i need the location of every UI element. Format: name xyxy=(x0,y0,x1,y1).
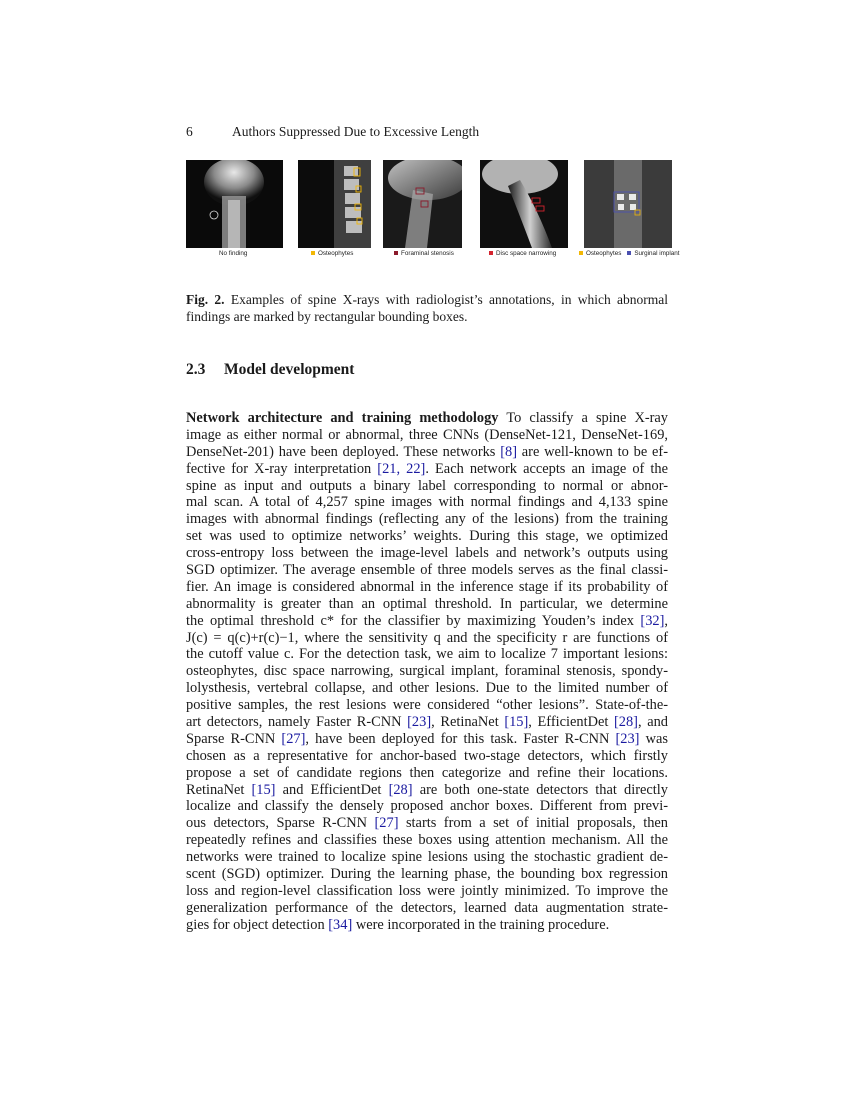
text-run: the cutoff value c. For the detection task, we aim to localize 7 important lesions: xyxy=(186,646,668,663)
text-line xyxy=(186,461,668,478)
text-line xyxy=(186,714,668,731)
text-run: DenseNet-201) have been deployed. These networks xyxy=(186,443,501,460)
text-line xyxy=(186,731,668,748)
text-run: positive samples, the rest lesions were considered “other lesions”. State-of-the- xyxy=(186,697,668,714)
legend-label: Foraminal stenosis xyxy=(401,250,454,257)
text-line xyxy=(186,866,668,883)
text-line xyxy=(186,917,668,934)
text-run: networks were trained to localize spine lesions using the stochastic gradient de- xyxy=(186,849,668,866)
section-number: 2.3 xyxy=(186,361,206,378)
text-run: set was used to optimize networks’ weights. During this stage, we optimized xyxy=(186,528,668,545)
text-run: Sparse R-CNN xyxy=(186,730,282,747)
xray-panel-implant xyxy=(584,160,672,248)
legend-swatch-disc-space-narrowing xyxy=(489,251,493,255)
text-run: was xyxy=(639,730,668,747)
legend-label: No finding xyxy=(219,250,248,257)
text-run: fier. An image is considered abnormal in the inference stage if its probability of xyxy=(186,578,668,595)
text-line xyxy=(186,545,668,562)
xray-image xyxy=(298,160,371,248)
legend-swatch-surgical-implant xyxy=(627,251,631,255)
legend-panel-2 xyxy=(311,250,353,257)
text-line xyxy=(186,410,668,427)
legend-label: Surginal implant xyxy=(634,250,680,257)
text-run: , EfficientDet xyxy=(528,714,614,731)
running-head xyxy=(186,124,479,140)
xray-panel-no-finding xyxy=(186,160,283,248)
text-line xyxy=(186,680,668,697)
text-run: loss and region-level classification loss were jointly minimized. To improve the xyxy=(186,882,668,899)
text-line xyxy=(186,444,668,461)
citation-link[interactable]: [27] xyxy=(281,730,306,747)
legend-panel-3 xyxy=(394,250,454,257)
text-run: scent (SGD) optimizer. During the learning phase, the bounding box regression xyxy=(186,866,668,883)
text-run: lolysthesis, vertebral collapse, and other lesions. Due to the limited number of xyxy=(186,680,668,697)
text-run: fective for X-ray interpretation xyxy=(186,460,378,477)
text-line xyxy=(186,663,668,680)
figure-2 xyxy=(186,160,680,264)
text-run: are well-known to be ef- xyxy=(516,443,669,460)
text-run: gies for object detection xyxy=(186,916,329,933)
text-line xyxy=(186,798,668,815)
text-run: , xyxy=(664,612,668,629)
text-line xyxy=(186,697,668,714)
text-line xyxy=(186,427,668,444)
text-line xyxy=(186,478,668,495)
paragraph-heading: Network architecture and training methodology xyxy=(186,410,499,426)
text-run: chosen as a representative for anchor-based two-stage detectors, which firstly xyxy=(186,747,668,764)
xray-image xyxy=(584,160,672,248)
running-title: Authors Suppressed Due to Excessive Length xyxy=(232,124,480,139)
xray-image xyxy=(383,160,462,248)
text-line xyxy=(186,579,668,596)
citation-link[interactable]: [21, 22] xyxy=(377,460,426,477)
figure-caption xyxy=(186,291,668,325)
legend-label: Disc space narrowing xyxy=(496,250,557,257)
text-line xyxy=(186,630,668,647)
citation-link[interactable]: [34] xyxy=(328,916,353,933)
legend-swatch-osteophytes xyxy=(579,251,583,255)
section-heading xyxy=(186,361,354,379)
text-run: . Each network accepts an image of the xyxy=(425,460,669,477)
section-title: Model development xyxy=(224,361,355,378)
text-line xyxy=(186,782,668,799)
legend-label: Osteophytes xyxy=(318,250,354,257)
citation-link[interactable]: [23] xyxy=(615,730,640,747)
text-line xyxy=(186,900,668,917)
text-run: repeatedly refines and classifies these boxes using attention mechanism. All the xyxy=(186,832,668,849)
text-run: the optimal threshold c* for the classifier by maximizing Youden’s index xyxy=(186,612,641,629)
citation-link[interactable]: [28] xyxy=(614,714,638,731)
text-line xyxy=(186,815,668,832)
citation-link[interactable]: [23] xyxy=(407,714,432,731)
text-run: localize and classify the densely proposed anchor boxes. Different from previ- xyxy=(186,798,668,815)
text-line xyxy=(186,613,668,630)
text-run: were incorporated in the training procedure. xyxy=(352,916,610,933)
text-line xyxy=(186,765,668,782)
text-run: osteophytes, disc space narrowing, surgical implant, foraminal stenosis, spondy- xyxy=(186,663,668,680)
citation-link[interactable]: [28] xyxy=(388,781,413,798)
xray-image xyxy=(480,160,568,248)
text-run: spine as input and outputs a binary label corresponding to normal or abnor- xyxy=(186,477,668,494)
text-run: ous detectors, Sparse R-CNN xyxy=(186,815,375,832)
xray-panel-osteophytes xyxy=(298,160,371,248)
citation-link[interactable]: [15] xyxy=(504,714,529,731)
xray-image xyxy=(186,160,283,248)
text-run: abnormality is greater than an optimal threshold. In particular, we determine xyxy=(186,595,668,612)
citation-link[interactable]: [27] xyxy=(374,815,399,832)
text-line xyxy=(186,562,668,579)
text-run: and EfficientDet xyxy=(275,781,389,798)
text-run: SGD optimizer. The average ensemble of three models serves as the final classi- xyxy=(186,562,668,579)
text-run: J(c) = q(c)+r(c)−1, where the sensitivity q and the specificity r are functions of xyxy=(186,629,668,646)
legend-label: Osteophytes xyxy=(586,250,622,257)
text-line xyxy=(186,511,668,528)
text-run: mal scan. A total of 4,257 spine images with normal findings and 4,133 spine xyxy=(186,494,668,511)
caption-label: Fig. 2. xyxy=(186,292,225,307)
xray-panel-disc-space-narrowing xyxy=(480,160,568,248)
text-run: image as either normal or abnormal, three CNNs (DenseNet-121, DenseNet-169, xyxy=(186,426,668,443)
text-run: , have been deployed for this task. Faster R-CNN xyxy=(305,730,616,747)
text-line xyxy=(186,832,668,849)
legend-panel-1 xyxy=(219,250,247,257)
citation-link[interactable]: [8] xyxy=(500,443,517,460)
text-line xyxy=(186,849,668,866)
body-paragraph xyxy=(186,410,668,934)
legend-panel-4 xyxy=(489,250,556,257)
text-run: starts from a set of initial proposals, then xyxy=(398,815,668,832)
text-run: , and xyxy=(637,714,668,731)
text-run: To classify a spine X-ray xyxy=(498,410,669,426)
citation-link[interactable]: [32] xyxy=(640,612,665,629)
page-number: 6 xyxy=(186,124,193,139)
text-run: , RetinaNet xyxy=(431,714,505,731)
text-line xyxy=(186,748,668,765)
text-line xyxy=(186,528,668,545)
legend-panel-5 xyxy=(579,250,680,257)
text-run: are both one-state detectors that directly xyxy=(412,781,668,798)
xray-panel-foraminal-stenosis xyxy=(383,160,462,248)
legend-swatch-foraminal-stenosis xyxy=(394,251,398,255)
text-line xyxy=(186,646,668,663)
legend-swatch-osteophytes xyxy=(311,251,315,255)
text-run: propose a set of candidate regions then categorize and refine their locations. xyxy=(186,764,668,781)
text-run: cross-entropy loss between the image-level labels and network’s outputs using xyxy=(186,545,668,562)
text-line xyxy=(186,596,668,613)
caption-text: Examples of spine X-rays with radiologist’s annotations, in which abnormal findings are marked by rectangular bounding boxes. xyxy=(186,292,669,324)
text-run: images with abnormal findings (reflecting any of the lesions) from the training xyxy=(186,511,668,528)
citation-link[interactable]: [15] xyxy=(251,781,276,798)
text-line xyxy=(186,494,668,511)
text-run: art detectors, namely Faster R-CNN xyxy=(186,714,408,731)
text-run: RetinaNet xyxy=(186,781,252,798)
text-line xyxy=(186,883,668,900)
text-run: generalization performance of the detectors, learned data augmentation strate- xyxy=(186,899,668,916)
